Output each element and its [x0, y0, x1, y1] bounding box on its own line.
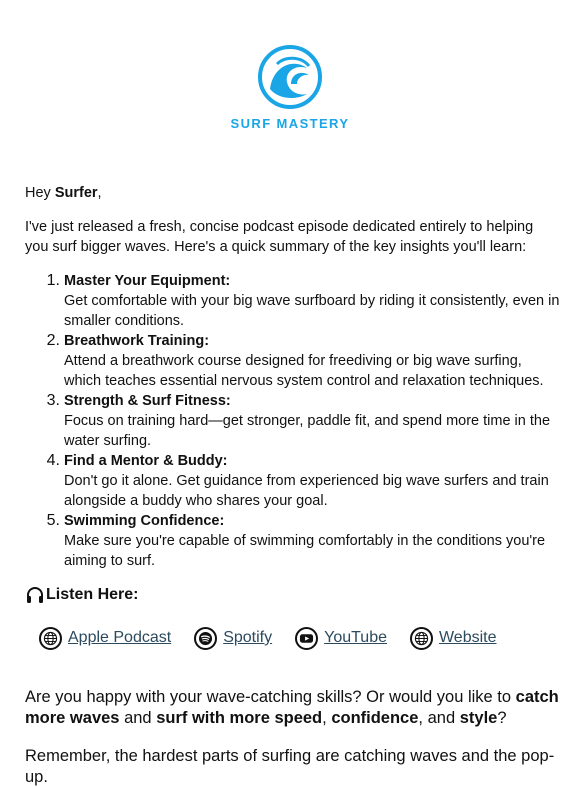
spotify-link-text[interactable]: Spotify [223, 629, 273, 646]
list-item: 2. Breathwork Training: Attend a breathwork course designed for freediving or big wave surfing, which teaches essential nervous system control and relaxation techniques. [46, 332, 544, 389]
list-item: 5. Swimming Confidence: Make sure you're capable of swimming comfortably in the conditions you're aiming to surf. [46, 512, 546, 569]
greeting: Hey Surfer, [25, 185, 102, 201]
podcast-links [39, 625, 560, 651]
email-body [25, 183, 560, 788]
website-link-text[interactable]: Website [438, 629, 497, 646]
youtube-link-text[interactable]: YouTube [324, 629, 387, 646]
listen-heading: Listen Here: [25, 583, 560, 607]
website-link[interactable] [410, 627, 497, 650]
youtube-link[interactable] [295, 627, 387, 650]
list-item: 4. Find a Mentor & Buddy: Don't go it alone. Get guidance from experienced big wave surfers and train alongside a buddy who shares your goal. [46, 452, 549, 509]
list-item: 3. Strength & Surf Fitness: Focus on training hard—get stronger, paddle fit, and spend more time in the water surfing. [46, 392, 551, 449]
surf-mastery-logo [0, 44, 580, 131]
headphones-icon [25, 585, 45, 605]
globe-icon [410, 627, 433, 650]
brand-name: SURF MASTERY [230, 116, 350, 131]
apple-podcast-link-text[interactable]: Apple Podcast [68, 629, 172, 646]
greeting-name: Surfer [54, 185, 98, 201]
apple-podcast-link[interactable] [39, 627, 171, 650]
wave-logo-icon [257, 44, 323, 110]
question-paragraph: Are you happy with your wave-catching skills? Or would you like to catch more waves and surf with more speed, confidence, and style? [25, 688, 559, 727]
remember-paragraph: Remember, the hardest parts of surfing are catching waves and the pop-up. [25, 747, 555, 786]
spotify-link[interactable] [194, 627, 272, 650]
list-item: 1. Master Your Equipment: Get comfortable with your big wave surfboard by riding it consistently, even in smaller conditions. [46, 272, 560, 329]
insights-list [25, 271, 560, 571]
spotify-icon [194, 627, 217, 650]
youtube-icon [295, 627, 318, 650]
intro-text: I've just released a fresh, concise podcast episode dedicated entirely to helping you surf bigger waves. Here's a quick summary of the key insights you'll learn: [25, 219, 534, 255]
globe-icon [39, 627, 62, 650]
